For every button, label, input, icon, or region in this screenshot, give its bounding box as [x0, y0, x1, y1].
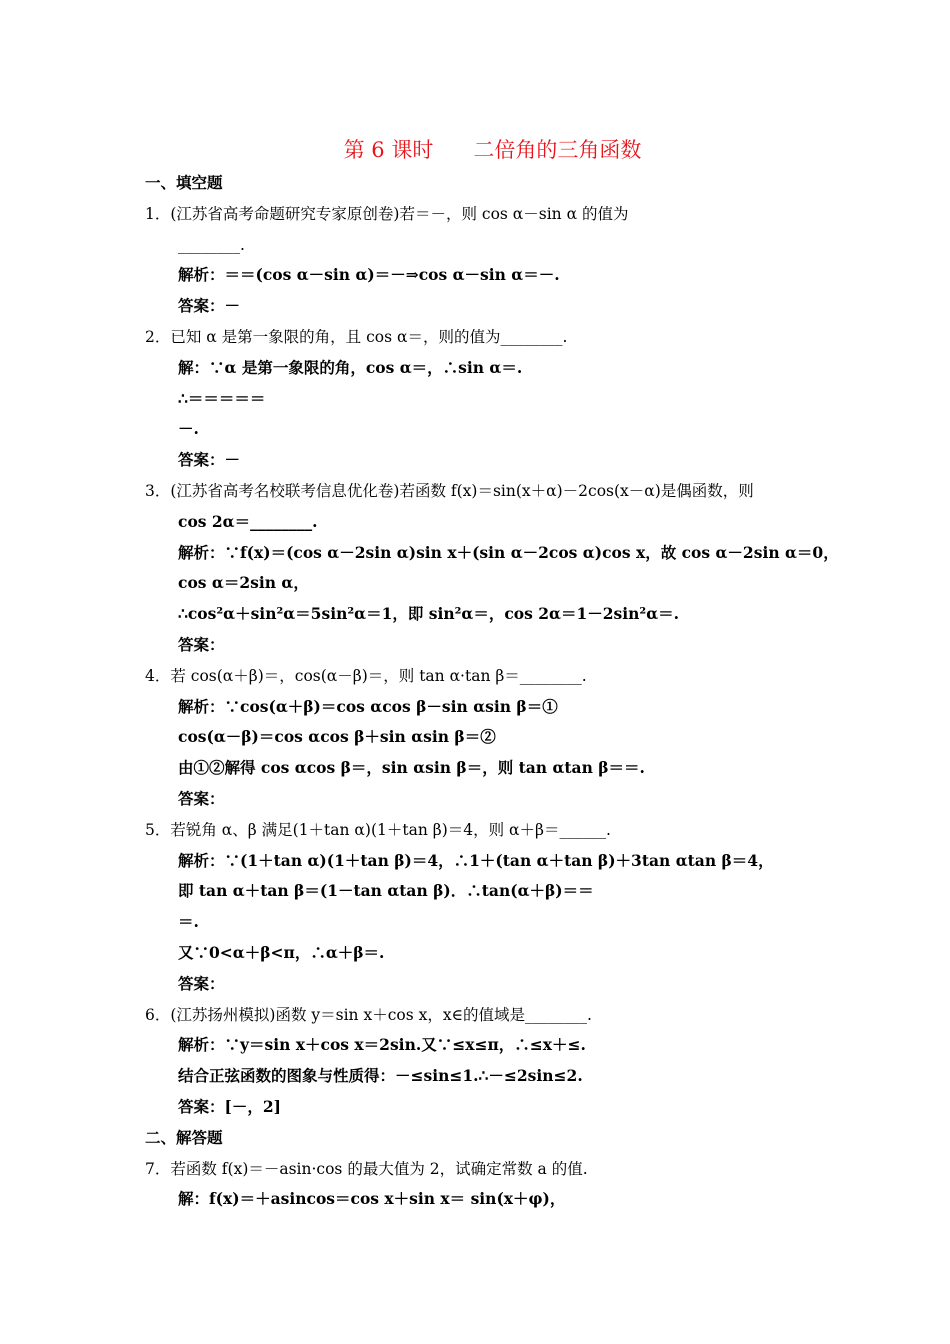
- answer-line: 答案：: [178, 635, 225, 654]
- question-line: 3．(江苏省高考名校联考信息优化卷)若函数 f(x)＝sin(x＋α)－2cos(x－α)是偶函数，则: [145, 482, 754, 500]
- answer-line: 由①②解得 cos αcos β＝，sin αsin β＝，则 tan αtan β＝＝.: [178, 758, 645, 778]
- answer-line: ∴＝＝＝＝＝: [178, 388, 266, 408]
- answer-line: cos α＝2sin α，: [178, 573, 309, 593]
- answer-line: 即 tan α＋tan β＝(1－tan αtan β)．∴tan(α＋β)＝＝: [178, 881, 594, 901]
- answer-line: 解：∵α 是第一象限的角，cos α＝，∴sin α＝.: [178, 357, 523, 377]
- answer-line: ＝.: [178, 912, 199, 932]
- answer-line: ∴cos²α＋sin²α＝5sin²α＝1，即 sin²α＝，cos 2α＝1－2sin²α＝.: [178, 604, 680, 624]
- answer-line: 解析：∵(1＋tan α)(1＋tan β)＝4，∴1＋(tan α＋tan β)＋3tan αtan β＝4，: [178, 850, 774, 870]
- answer-line: 结合正弦函数的图象与性质得：－≤sin≤1.∴－≤2sin≤2.: [178, 1066, 583, 1086]
- answer-line: 答案：－: [178, 450, 241, 470]
- page-title: 第 6 课时 二倍角的三角函数: [343, 138, 642, 162]
- question-line: 4．若 cos(α＋β)＝，cos(α－β)＝，则 tan α·tan β＝________.: [145, 666, 587, 685]
- answer-line: 答案：: [178, 789, 225, 808]
- answer-line: cos(α－β)＝cos αcos β＋sin αsin β＝②: [178, 727, 496, 747]
- question-line: 2．已知 α 是第一象限的角，且 cos α＝，则的值为________.: [145, 328, 568, 346]
- answer-line: cos 2α＝________.: [178, 511, 318, 531]
- section-heading: 二、解答题: [145, 1127, 223, 1147]
- answer-line: 解：f(x)＝＋asincos＝cos x＋sin x＝ sin(x＋φ)，: [178, 1189, 566, 1209]
- answer-line: 答案：: [178, 973, 225, 993]
- answer-line: 解析：∵f(x)＝(cos α－2sin α)sin x＋(sin α－2cos α)cos x，故 cos α－2sin α＝0，: [178, 542, 839, 562]
- question-line: 5．若锐角 α、β 满足(1＋tan α)(1＋tan β)＝4，则 α＋β＝______.: [145, 820, 611, 839]
- question-line: 1．(江苏省高考命题研究专家原创卷)若＝－，则 cos α－sin α 的值为: [145, 204, 629, 223]
- answer-line: 解析：∵y＝sin x＋cos x＝2sin.又∵≤x≤π，∴≤x＋≤.: [178, 1035, 586, 1055]
- answer-line: 答案：－: [178, 296, 241, 316]
- answer-line: 又∵0<α＋β<π，∴α＋β＝.: [178, 943, 385, 962]
- answer-line: －.: [178, 419, 199, 439]
- answer-line: ________.: [178, 235, 245, 254]
- question-line: 6．(江苏扬州模拟)函数 y＝sin x＋cos x，x∈的值域是________.: [145, 1005, 592, 1024]
- question-line: 7．若函数 f(x)＝－asin·cos 的最大值为 2，试确定常数 a 的值.: [145, 1159, 588, 1178]
- answer-line: 解析：＝＝(cos α－sin α)＝－⇒cos α－sin α＝－.: [178, 265, 560, 285]
- answer-line: 答案：[－，2]: [178, 1097, 281, 1116]
- answer-line: 解析：∵cos(α＋β)＝cos αcos β－sin αsin β＝①: [178, 696, 558, 716]
- section-heading: 一、填空题: [145, 173, 223, 192]
